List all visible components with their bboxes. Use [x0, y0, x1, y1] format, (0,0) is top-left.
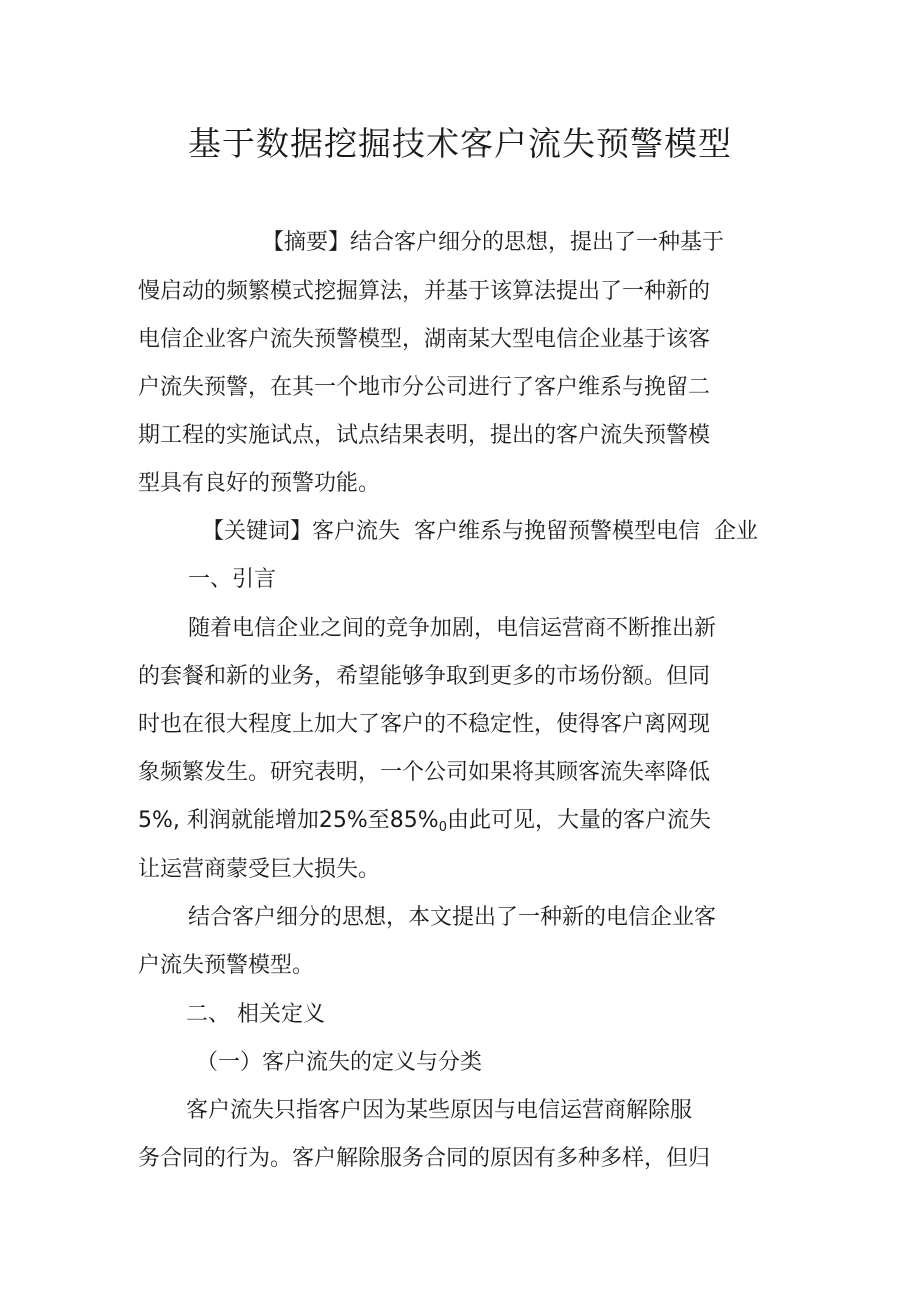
- keywords-line: 【关键词】客户流失 客户维系与挽留预警模型电信 企业: [202, 519, 758, 544]
- definition-line-2: 务合同的行为。客户解除服务合同的原因有多种多样，但归: [138, 1146, 711, 1171]
- intro-line-2: 的套餐和新的业务，希望能够争取到更多的市场份额。但同: [138, 664, 711, 689]
- section-heading-introduction: 一、引言: [188, 567, 277, 592]
- abstract-line-5: 期工程的实施试点，试点结果表明，提出的客户流失预警模: [138, 423, 711, 448]
- intro-line-5: [138, 806, 711, 843]
- intro-line-3: 时也在很大程度上加大了客户的不稳定性，使得客户离网现: [138, 712, 711, 737]
- intro-line-6: 让运营商蒙受巨大损失。: [138, 857, 381, 882]
- abstract-line-2: 慢启动的频繁模式挖掘算法，并基于该算法提出了一种新的: [138, 279, 711, 304]
- second-paragraph-line-1: 结合客户细分的思想，本文提出了一种新的电信企业客: [188, 905, 717, 930]
- abstract-line-3: 电信企业客户流失预警模型，湖南某大型电信企业基于该客: [138, 327, 711, 352]
- document-title: 基于数据挖掘技术客户流失预警模型: [188, 124, 732, 163]
- intro-line-5-subscript: 0: [438, 820, 447, 835]
- abstract-line-1: 【摘要】结合客户细分的思想，提出了一种基于: [262, 230, 725, 255]
- abstract-line-6: 型具有良好的预警功能。: [138, 471, 381, 496]
- second-paragraph-line-2: 户流失预警模型。: [138, 953, 315, 978]
- definition-line-1: 客户流失只指客户因为某些原因与电信运营商解除服: [186, 1098, 693, 1123]
- section-heading-definitions: 二、 相关定义: [186, 1002, 325, 1027]
- subsection-heading-churn-definition: （一）客户流失的定义与分类: [196, 1050, 483, 1075]
- intro-line-5-start: 5%, 利润就能增加25%至85%: [138, 808, 439, 833]
- intro-line-1: 随着电信企业之间的竞争加剧，电信运营商不断推出新: [188, 616, 717, 641]
- abstract-line-4: 户流失预警，在其一个地市分公司进行了客户维系与挽留二: [138, 375, 711, 400]
- intro-line-5-end: 由此可见，大量的客户流失: [446, 808, 711, 833]
- intro-line-4: 象频繁发生。研究表明，一个公司如果将其顾客流失率降低: [138, 760, 711, 785]
